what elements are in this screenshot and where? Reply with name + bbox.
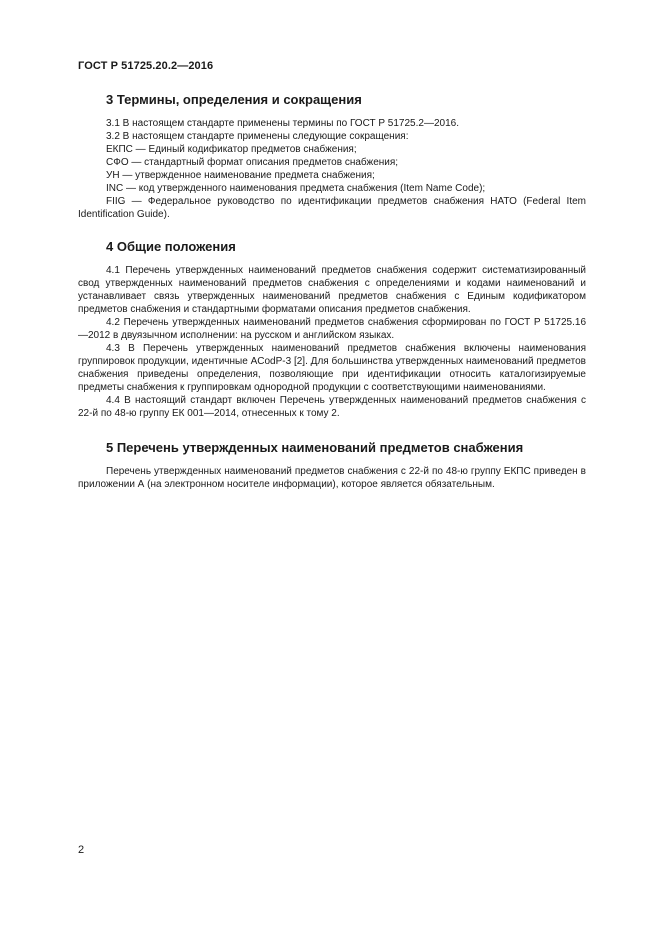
abbreviation-sfo: СФО — стандартный формат описания предметов снабжения; [106,157,399,168]
document-header: ГОСТ Р 51725.20.2—2016 [78,60,214,72]
page-number: 2 [78,844,85,856]
section-4-body [78,264,586,420]
paragraph-3-1: 3.1 В настоящем стандарте применены термины по ГОСТ Р 51725.2—2016. [106,118,459,129]
abbreviation-ekps: ЕКПС — Единый кодификатор предметов снабжения; [106,144,357,155]
section-3-body [78,117,586,221]
paragraph-4-4: 4.4 В настоящий стандарт включен Перечень утвержденных наименований предметов снабжения с 22-й по 48-ю группу ЕК 001—2014, отнесенных к тому 2. [78,395,586,419]
abbreviation-un: УН — утвержденное наименование предмета снабжения; [106,170,375,181]
abbreviation-fiig: FIIG — Федеральное руководство по идентификации предметов снабжения НАТО (Federal Item Identification Guide). [78,196,586,220]
paragraph-4-2: 4.2 Перечень утвержденных наименований предметов снабжения сформирован по ГОСТ Р 51725.16—2012 в двуязычном исполнении: на русском и английском языках. [78,317,586,341]
paragraph-5-1: Перечень утвержденных наименований предметов снабжения с 22-й по 48-ю группу ЕКПС приведен в приложении А (на электронном носителе информации), которое является обязательным. [78,466,586,490]
section-4-title: 4 Общие положения [106,239,236,254]
paragraph-3-2: 3.2 В настоящем стандарте применены следующие сокращения: [106,131,409,142]
paragraph-4-1: 4.1 Перечень утвержденных наименований предметов снабжения содержит систематизированный свод утвержденных наименований предметов снабжения с определениями и кодами наименований и устанавливает связь утвержденных наименований предметов снабжения с Единым кодификатором предметов снабжения и стандартными форматами описания предметов снабжения. [78,265,586,315]
abbreviation-inc: INC — код утвержденного наименования предмета снабжения (Item Name Code); [106,183,486,194]
section-5-title: 5 Перечень утвержденных наименований предметов снабжения [106,440,524,455]
section-5-body [78,465,586,491]
paragraph-4-3: 4.3 В Перечень утвержденных наименований предметов снабжения включены наименования группировок продукции, идентичные ACodP-3 [2]. Для большинства утвержденных наименований предметов снабжения приведены определения, позволяющие при идентификации относить каталогизируемые предметы снабжения к группировкам однородной продукции с соответствующими наименованиями. [78,343,586,393]
section-3-title: 3 Термины, определения и сокращения [106,92,362,107]
